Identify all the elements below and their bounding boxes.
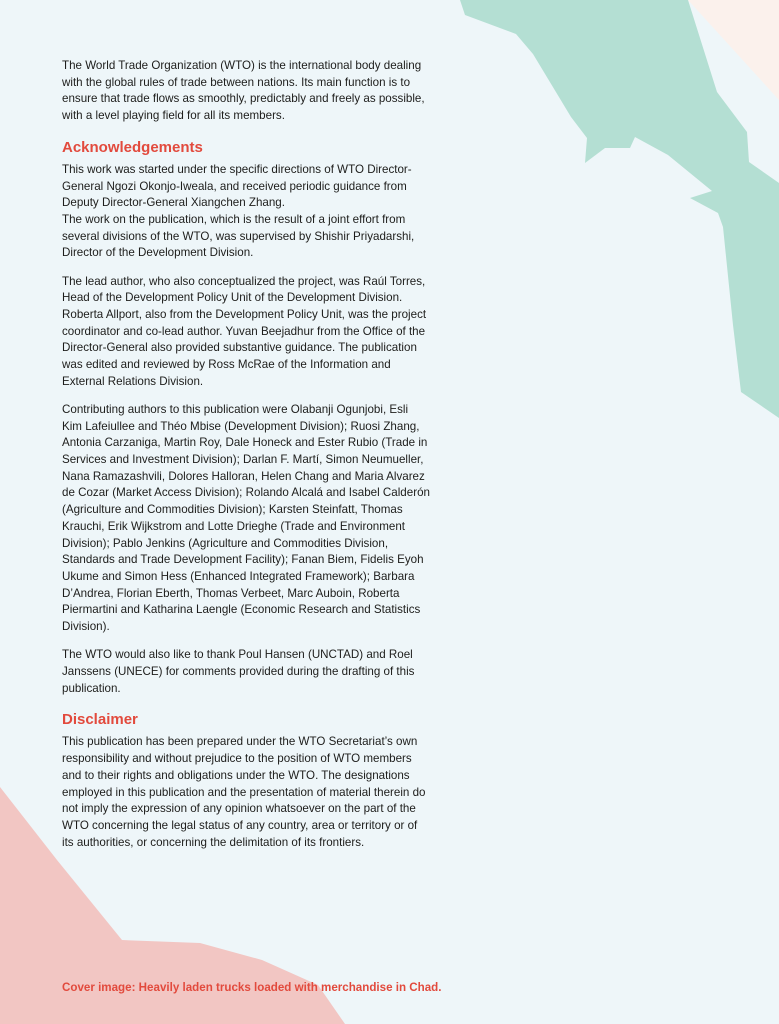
acknowledgements-heading: Acknowledgements: [62, 138, 203, 156]
acknowledgements-paragraph: This work was started under the specific directions of WTO Director-General Ngozi Okonjo-Iweala, and received periodic guidance from Deputy Director-General Xiangchen Zhang.: [62, 162, 412, 210]
disclaimer-heading: Disclaimer: [62, 711, 138, 729]
top-right-green-shape: [460, 0, 779, 418]
disclaimer-paragraph: This publication has been prepared under the WTO Secretariat’s own responsibility and without prejudice to the position of WTO members and to their rights and obligations under the WTO. The designations employed in this publication and the presentation of material therein do not imply the expression of any opinion whatsoever on the part of the WTO concerning the legal status of any country, area or territory or of its authorities, or concerning the delimitation of its frontiers.: [62, 735, 426, 849]
acknowledgements-paragraph: Contributing authors to this publication were Olabanji Ogunjobi, Esli Kim Lafeiullee and Théo Mbise (Development Division); Ruosi Zhang, Antonia Carzaniga, Martin Roy, Dale Honeck and Ester Rubio (Trade in Services and Investment Division); Darlan F. Martí, Simon Neumueller, Nana Ramazashvili, Dolores Halloran, Helen Chang and Maria Alvarez de Cozar (Market Access Division); Rolando Alcalá and Isabel Calderón (Agriculture and Commodities Division); Karsten Steinfatt, Thomas Krauchi, Erik Wijkstrom and Lotte Drieghe (Trade and Environment Division); Pablo Jenkins (Agriculture and Commodities Division, Standards and Trade Development Facility); Fanan Biem, Fidelis Eyoh Ukume and Simon Hess (Enhanced Integrated Framework); Barbara D’Andrea, Florian Eberth, Thomas Verbeet, Marc Auboin, Roberta Piermartini and Katharina Laengle (Economic Research and Statistics Division).: [62, 402, 430, 634]
cover-image-caption: Cover image: Heavily laden trucks loaded with merchandise in Chad.: [62, 981, 442, 994]
intro-paragraph: The World Trade Organization (WTO) is the international body dealing with the global rules of trade between nations. Its main function is to ensure that trade flows as smoothly, predictably and freely as possible, with a level playing field for all its members.: [62, 59, 425, 123]
main-text-column: [62, 58, 430, 863]
acknowledgements-paragraph: The work on the publication, which is the result of a joint effort from several divisions of the WTO, was supervised by Shishir Priyadarshi, Director of the Development Division.: [62, 212, 415, 260]
acknowledgements-paragraph: The WTO would also like to thank Poul Hansen (UNCTAD) and Roel Janssens (UNECE) for comments provided during the drafting of this publication.: [62, 648, 415, 695]
acknowledgements-paragraph: The lead author, who also conceptualized the project, was Raúl Torres, Head of the Development Policy Unit of the Development Division. Roberta Allport, also from the Development Policy Unit, was the project coordinator and co-lead author. Yuvan Beejadhur from the Office of the Director-General also provided substantive guidance. The publication was edited and reviewed by Ross McRae of the Information and External Relations Division.: [62, 274, 427, 388]
